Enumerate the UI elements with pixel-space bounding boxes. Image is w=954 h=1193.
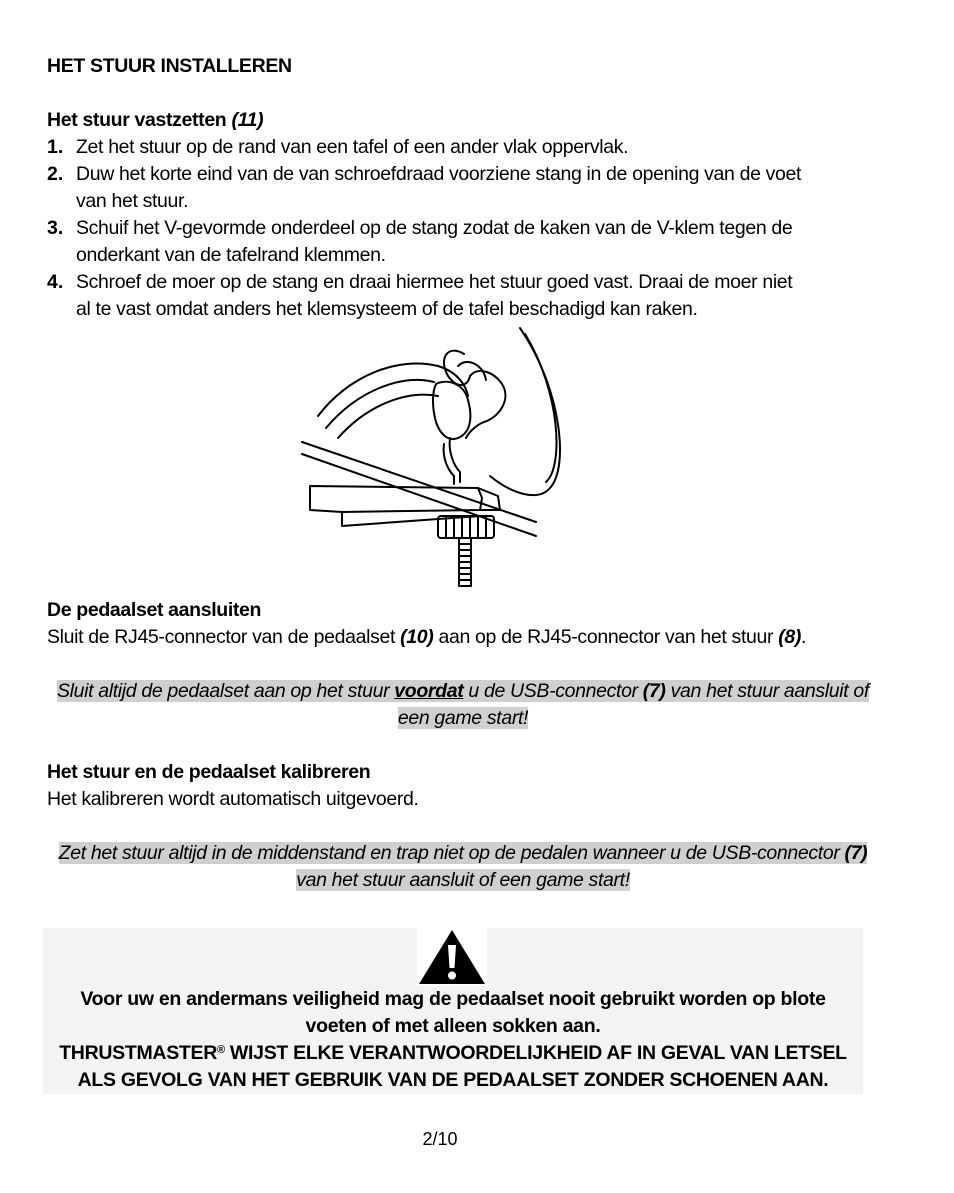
step-number: 2.: [47, 163, 64, 185]
note2-line2-text: van het stuur aansluit of een game start!: [296, 869, 630, 891]
step-text: [76, 134, 846, 161]
warning-icon-backdrop: [417, 928, 487, 986]
note1-line2: [30, 705, 896, 732]
step-line: Zet het stuur op de rand van een tafel of een ander vlak oppervlak.: [76, 136, 629, 158]
calib-text: Het kalibreren wordt automatisch uitgevoerd.: [47, 788, 419, 810]
warning-line2: voeten of met alleen sokken aan.: [305, 1015, 601, 1037]
step-text: [76, 215, 846, 269]
note1-emphasis: voordat: [394, 680, 464, 702]
note1-a: Sluit altijd de pedaalset aan op het stuur: [57, 680, 395, 702]
warning-line3: [43, 1040, 863, 1067]
warning-line1: Voor uw en andermans veiligheid mag de pedaalset nooit gebruikt worden op blote: [80, 988, 826, 1010]
step-text: [76, 161, 846, 215]
warning-triangle-icon: [417, 928, 487, 986]
pedal-ref-a: (10): [400, 626, 434, 648]
step-line: Schuif het V-gevormde onderdeel op de stang zodat de kaken van de V-klem tegen de: [76, 217, 793, 239]
step-number: 4.: [47, 271, 64, 293]
pedal-ref-b: (8): [778, 626, 802, 648]
note1-highlight: [57, 680, 869, 702]
step-line: onderkant van de tafelrand klemmen.: [76, 244, 386, 266]
pedal-text-b: aan op de RJ45-connector van het stuur: [433, 626, 779, 648]
note1-e: van het stuur aansluit of: [665, 680, 869, 702]
step-number: 3.: [47, 217, 64, 239]
wheel-clamp-illustration: [298, 326, 573, 592]
registered-mark: ®: [217, 1044, 225, 1056]
note1-line1: [30, 678, 896, 705]
step-line: al te vast omdat anders het klemsysteem of de tafel beschadigd kan raken.: [76, 298, 698, 320]
step-line: Schroef de moer op de stang en draai hiermee het stuur goed vast. Draai de moer niet: [76, 271, 793, 293]
warning-brand: THRUSTMASTER: [59, 1042, 217, 1064]
safety-warning-box: [43, 928, 863, 1094]
section-title: HET STUUR INSTALLEREN: [47, 55, 292, 77]
step-line: Duw het korte eind van de van schroefdraad voorziene stang in de opening van de voet: [76, 163, 802, 185]
pedal-text-c: .: [801, 626, 807, 648]
step-line: van het stuur.: [76, 190, 189, 212]
calib-heading: Het stuur en de pedaalset kalibreren: [47, 761, 371, 783]
step-number: 1.: [47, 136, 64, 158]
note2-ref: (7): [844, 842, 868, 864]
note2-highlight: [59, 842, 868, 864]
note1-ref: (7): [642, 680, 666, 702]
fix-heading: [47, 107, 263, 134]
note2-line2: [30, 867, 896, 894]
note2-line1: [30, 840, 896, 867]
fix-heading-text: Het stuur vastzetten: [47, 109, 232, 131]
pedal-text: [47, 624, 806, 651]
note2-a: Zet het stuur altijd in de middenstand en trap niet op de pedalen wanneer u de USB-connector: [58, 842, 845, 864]
note1-line2-text: een game start!: [397, 707, 529, 729]
pedal-heading: De pedaalset aansluiten: [47, 599, 262, 621]
warning-line4: ALS GEVOLG VAN HET GEBRUIK VAN DE PEDAALSET ZONDER SCHOENEN AAN.: [77, 1069, 829, 1091]
fix-heading-ref: (11): [231, 109, 264, 131]
step-text: [76, 269, 846, 323]
note1-c: u de USB-connector: [463, 680, 643, 702]
warning-line3-rest: WIJST ELKE VERANTWOORDELIJKHEID AF IN GEVAL VAN LETSEL: [224, 1042, 847, 1064]
page-number: 2/10: [422, 1129, 458, 1149]
pedal-text-a: Sluit de RJ45-connector van de pedaalset: [47, 626, 401, 648]
